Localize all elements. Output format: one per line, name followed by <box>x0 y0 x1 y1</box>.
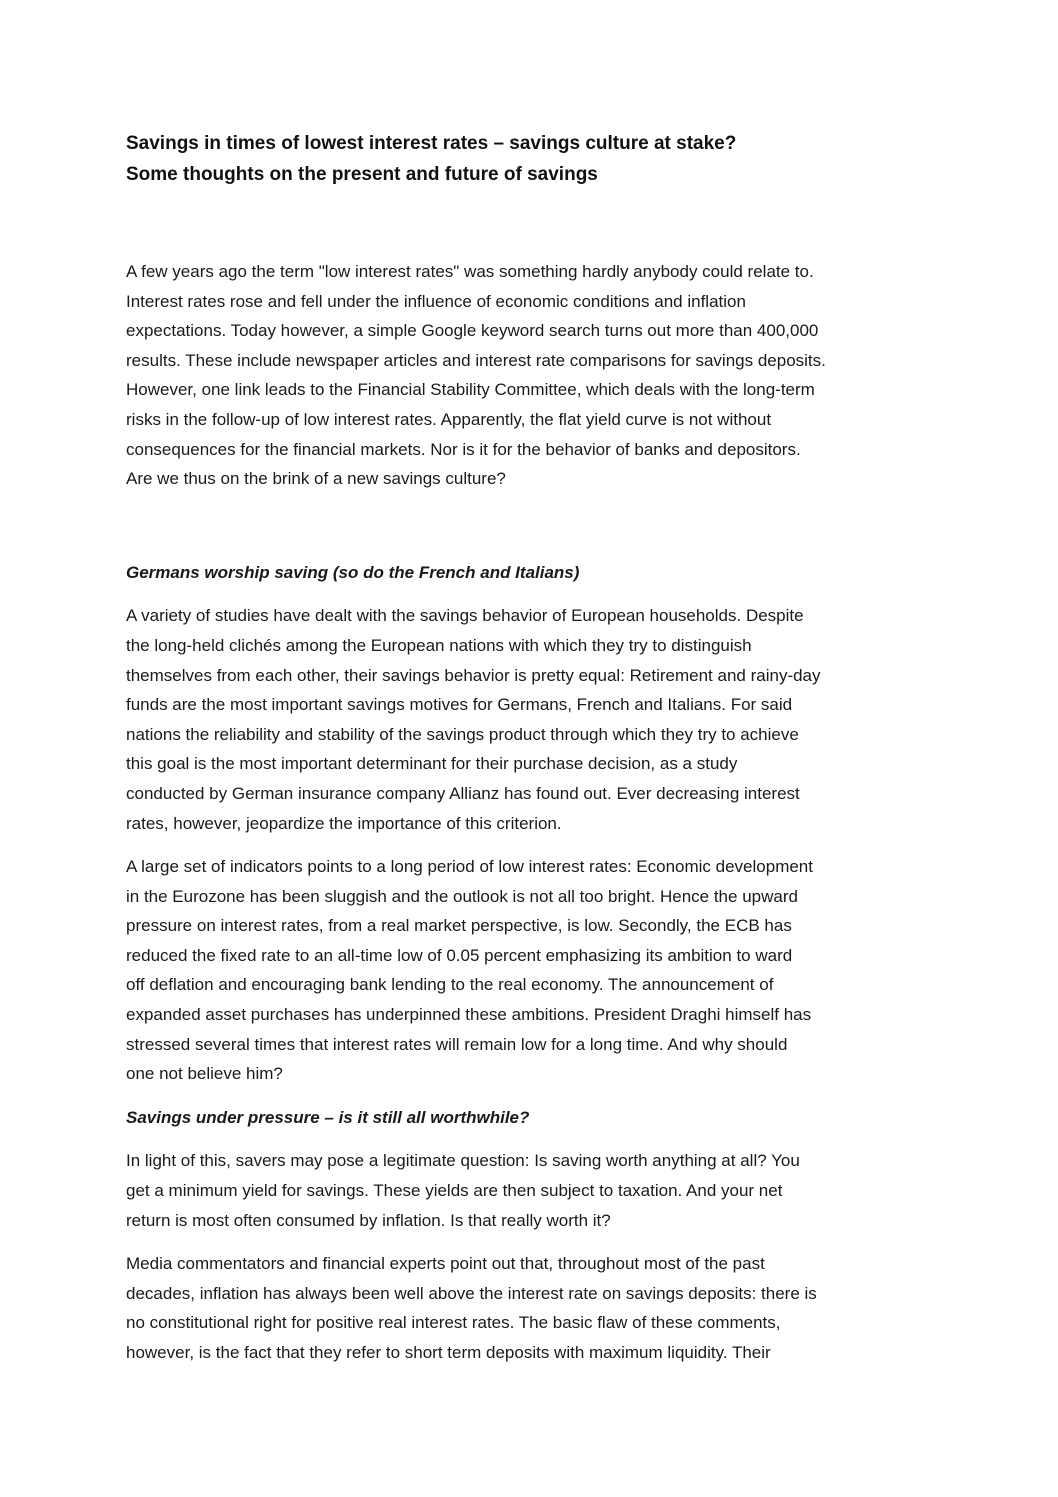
section2-paragraph-1 <box>126 1146 938 1235</box>
intro-line: However, one link leads to the Financial Stability Committee, which deals with the long-term <box>126 380 815 400</box>
paragraph-line: reduced the fixed rate to an all-time low of 0.05 percent emphasizing its ambition to ward <box>126 945 793 965</box>
section-heading-germans-worship-saving: Germans worship saving (so do the French and Italians) <box>126 562 580 582</box>
title-line-2: Some thoughts on the present and future of savings <box>126 164 598 185</box>
paragraph-line: In light of this, savers may pose a legitimate question: Is saving worth anything at all? You <box>126 1151 800 1171</box>
paragraph-line: this goal is the most important determinant for their purchase decision, as a study <box>126 754 738 774</box>
section1-paragraph-2 <box>126 852 938 1089</box>
paragraph-line: stressed several times that interest rates will remain low for a long time. And why should <box>126 1034 788 1054</box>
paragraph-line: nations the reliability and stability of the savings product through which they try to achieve <box>126 724 799 744</box>
intro-line: consequences for the financial markets. Nor is it for the behavior of banks and depositors. <box>126 439 801 459</box>
section1-paragraph-1 <box>126 601 938 838</box>
title-line-1: Savings in times of lowest interest rates – savings culture at stake? <box>126 133 737 154</box>
paragraph-line: A large set of indicators points to a long period of low interest rates: Economic development <box>126 857 813 877</box>
paragraph-line: Media commentators and financial experts point out that, throughout most of the past <box>126 1254 765 1274</box>
section-spacer <box>126 508 938 558</box>
paragraph-line: funds are the most important savings motives for Germans, French and Italians. For said <box>126 695 793 715</box>
section-heading-savings-under-pressure: Savings under pressure – is it still all worthwhile? <box>126 1107 530 1127</box>
paragraph-line: themselves from each other, their savings behavior is pretty equal: Retirement and rainy-day <box>126 665 821 685</box>
document-page <box>126 128 938 1382</box>
paragraph-line: however, is the fact that they refer to short term deposits with maximum liquidity. Their <box>126 1343 771 1362</box>
intro-paragraph <box>126 257 938 494</box>
paragraph-line: expanded asset purchases has underpinned these ambitions. President Draghi himself has <box>126 1005 812 1025</box>
paragraph-line: off deflation and encouraging bank lending to the real economy. The announcement of <box>126 975 774 995</box>
paragraph-line: A variety of studies have dealt with the savings behavior of European households. Despite <box>126 606 804 626</box>
intro-line: A few years ago the term "low interest rates" was something hardly anybody could relate to. <box>126 262 814 281</box>
paragraph-line: get a minimum yield for savings. These yields are then subject to taxation. And your net <box>126 1181 783 1201</box>
paragraph-line: rates, however, jeopardize the importance of this criterion. <box>126 813 562 833</box>
section2-paragraph-2 <box>126 1249 938 1367</box>
paragraph-line: pressure on interest rates, from a real market perspective, is low. Secondly, the ECB has <box>126 916 792 936</box>
paragraph-line: in the Eurozone has been sluggish and the outlook is not all too bright. Hence the upward <box>126 886 798 906</box>
paragraph-line: no constitutional right for positive real interest rates. The basic flaw of these comments, <box>126 1313 781 1333</box>
intro-line: expectations. Today however, a simple Google keyword search turns out more than 400,000 <box>126 321 819 341</box>
intro-line: risks in the follow-up of low interest rates. Apparently, the flat yield curve is not without <box>126 409 772 429</box>
intro-line: results. These include newspaper articles and interest rate comparisons for savings deposits. <box>126 350 826 370</box>
intro-line: Are we thus on the brink of a new savings culture? <box>126 469 506 489</box>
paragraph-line: one not believe him? <box>126 1064 283 1084</box>
intro-line: Interest rates rose and fell under the influence of economic conditions and inflation <box>126 291 746 311</box>
document-title <box>126 128 938 190</box>
paragraph-line: the long-held clichés among the European nations with which they try to distinguish <box>126 635 752 655</box>
paragraph-line: conducted by German insurance company Allianz has found out. Ever decreasing interest <box>126 783 800 803</box>
paragraph-line: decades, inflation has always been well above the interest rate on savings deposits: there is <box>126 1283 817 1303</box>
paragraph-line: return is most often consumed by inflation. Is that really worth it? <box>126 1210 611 1230</box>
